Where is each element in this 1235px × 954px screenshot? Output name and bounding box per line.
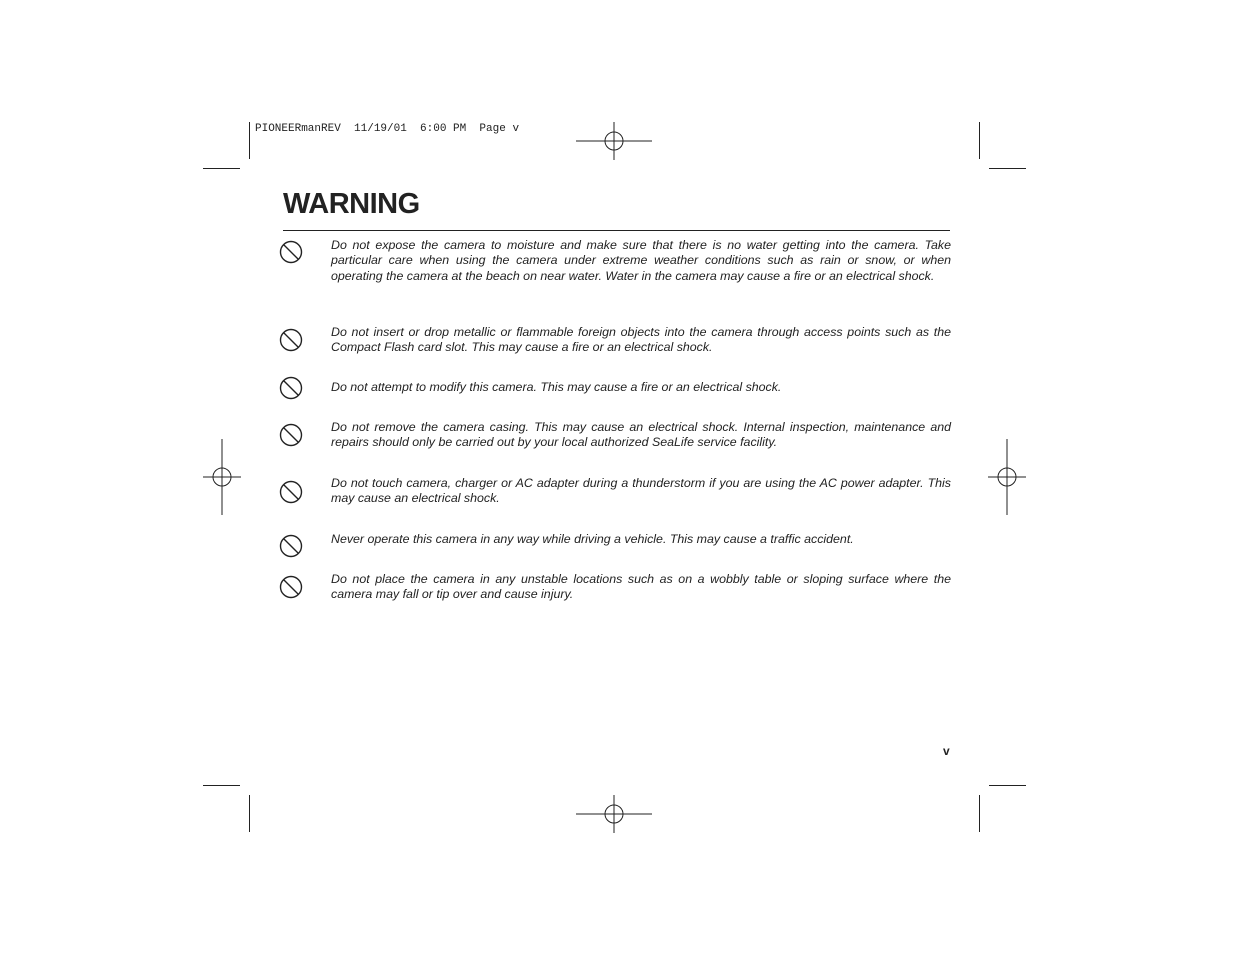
crop-mark-top-right-vertical	[979, 122, 980, 159]
warning-text: Never operate this camera in any way while driving a vehicle. This may cause a traffic accident.	[331, 532, 854, 546]
crop-mark-top-left-vertical	[249, 122, 250, 159]
prohibition-icon	[279, 534, 303, 558]
page-title: WARNING	[283, 188, 420, 220]
prohibition-icon	[279, 575, 303, 599]
registration-mark-bottom-icon	[576, 795, 652, 833]
title-underline	[283, 230, 950, 231]
page-number: v	[943, 744, 950, 758]
crop-mark-bottom-left-horizontal	[203, 785, 240, 786]
crop-mark-bottom-left-vertical	[249, 795, 250, 832]
registration-mark-left-icon	[203, 439, 241, 515]
prohibition-icon	[279, 423, 303, 447]
warning-text: Do not insert or drop metallic or flammable foreign objects into the camera through access points such as the Compact Flash card slot. This may cause a fire or an electrical shock.	[331, 325, 951, 355]
printer-slug: PIONEERmanREV 11/19/01 6:00 PM Page v	[255, 123, 520, 135]
crop-mark-top-left-horizontal	[203, 168, 240, 169]
prohibition-icon	[279, 376, 303, 400]
warning-text: Do not touch camera, charger or AC adapter during a thunderstorm if you are using the AC power adapter. This may cause an electrical shock.	[331, 476, 951, 506]
prohibition-icon	[279, 328, 303, 352]
registration-mark-right-icon	[988, 439, 1026, 515]
prohibition-icon	[279, 480, 303, 504]
crop-mark-bottom-right-horizontal	[989, 785, 1026, 786]
warning-text: Do not place the camera in any unstable locations such as on a wobbly table or sloping surface where the camera may fall or tip over and cause injury.	[331, 572, 951, 602]
warning-text: Do not attempt to modify this camera. This may cause a fire or an electrical shock.	[331, 380, 782, 394]
warning-text: Do not expose the camera to moisture and make sure that there is no water getting into the camera. Take particular care when using the camera under extreme weather conditions such as rain or snow, or when operating the camera at the beach on near water. Water in the camera may cause a fire or an electrical shock.	[331, 238, 951, 283]
crop-mark-top-right-horizontal	[989, 168, 1026, 169]
warning-text: Do not remove the camera casing. This may cause an electrical shock. Internal inspection, maintenance and repairs should only be carried out by your local authorized SeaLife service facility.	[331, 420, 951, 450]
crop-mark-bottom-right-vertical	[979, 795, 980, 832]
prohibition-icon	[279, 240, 303, 264]
registration-mark-top-icon	[576, 122, 652, 160]
